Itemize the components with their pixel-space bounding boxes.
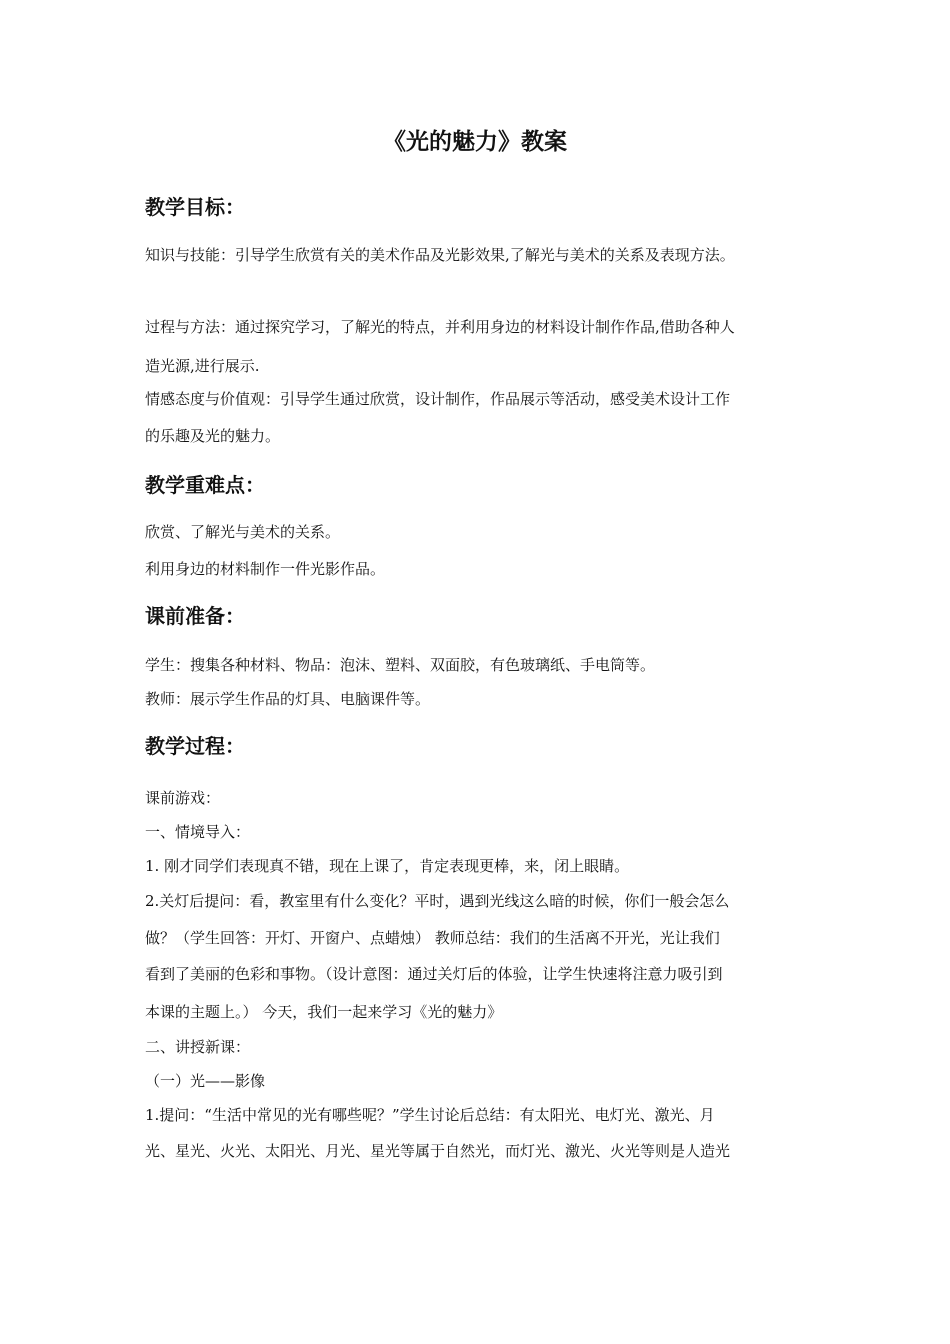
preparation-teacher: 教师：展示学生作品的灯具、电脑课件等。 xyxy=(145,690,431,708)
process-line: 1.提问：“生活中常见的光有哪些呢？”学生讨论后总结：有太阳光、电灯光、激光、月 xyxy=(145,1106,715,1124)
objective-process-line-2: 造光源,进行展示. xyxy=(145,357,260,375)
heading-process: 教学过程： xyxy=(145,734,245,758)
process-line: （一）光——影像 xyxy=(145,1072,266,1090)
document-title: 《光的魅力》教案 xyxy=(383,129,567,155)
process-line: 2.关灯后提问：看，教室里有什么变化？平时，遇到光线这么暗的时候，你们一般会怎么 xyxy=(145,892,730,910)
process-line: 光、星光、火光、太阳光、月光、星光等属于自然光，而灯光、激光、火光等则是人造光 xyxy=(145,1142,731,1160)
process-line: 二、讲授新课： xyxy=(145,1038,251,1056)
process-line: 一、情境导入： xyxy=(145,823,251,841)
key-point-1: 欣赏、了解光与美术的关系。 xyxy=(145,523,341,541)
process-line: 本课的主题上。） 今天，我们一起来学习《光的魅力》 xyxy=(145,1003,503,1021)
heading-key-points: 教学重难点： xyxy=(145,473,265,497)
process-line: 做？（学生回答：开灯、开窗户、点蜡烛） 教师总结：我们的生活离不开光，光让我们 xyxy=(145,929,720,947)
objective-attitude-line-1: 情感态度与价值观：引导学生通过欣赏，设计制作，作品展示等活动，感受美术设计工作 xyxy=(145,390,731,408)
objective-process-line-1: 过程与方法：通过探究学习，了解光的特点，并利用身边的材料设计制作作品,借助各种人 xyxy=(145,318,735,336)
process-line: 1. 刚才同学们表现真不错，现在上课了，肯定表现更棒，来，闭上眼睛。 xyxy=(145,857,630,875)
process-line: 课前游戏： xyxy=(145,789,221,807)
objective-attitude-line-2: 的乐趣及光的魅力。 xyxy=(145,427,281,445)
heading-preparation: 课前准备： xyxy=(145,604,245,628)
key-point-2: 利用身边的材料制作一件光影作品。 xyxy=(145,560,386,578)
process-line: 看到了美丽的色彩和事物。（设计意图：通过关灯后的体验，让学生快速将注意力吸引到 xyxy=(145,965,723,983)
objective-knowledge: 知识与技能：引导学生欣赏有关的美术作品及光影效果,了解光与美术的关系及表现方法。 xyxy=(145,246,735,264)
heading-objectives: 教学目标： xyxy=(145,195,245,219)
preparation-students: 学生：搜集各种材料、物品：泡沫、塑料、双面胶，有色玻璃纸、手电筒等。 xyxy=(145,656,656,674)
